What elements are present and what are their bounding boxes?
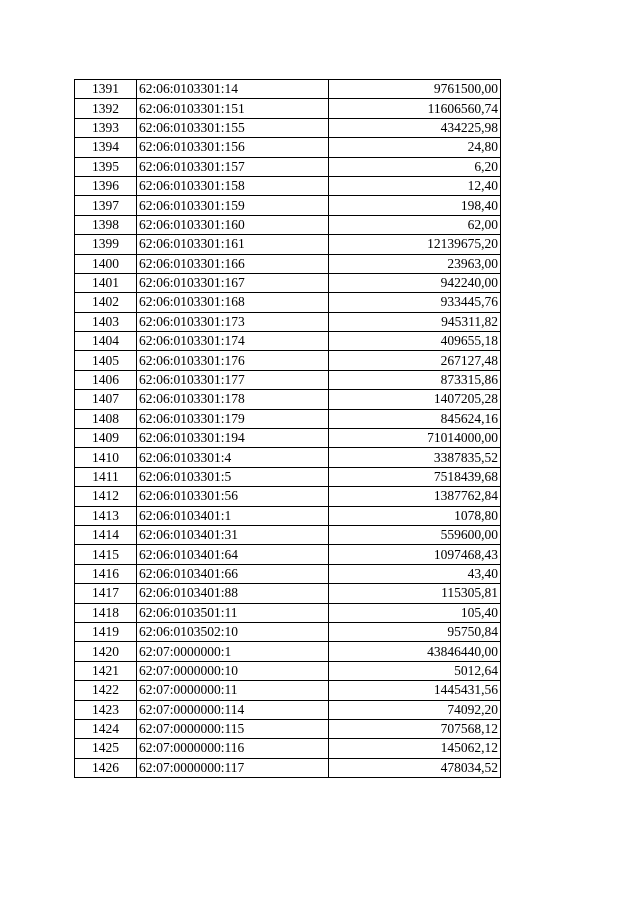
table-row <box>75 254 501 273</box>
cadastral-number-cell: 62:06:0103301:160 <box>137 215 329 234</box>
cadastral-number-cell: 62:06:0103301:166 <box>137 254 329 273</box>
table-row <box>75 739 501 758</box>
table-row <box>75 176 501 195</box>
row-number-cell: 1412 <box>75 487 137 506</box>
cadastral-value-cell: 267127,48 <box>329 351 501 370</box>
cadastral-number-cell: 62:07:0000000:1 <box>137 642 329 661</box>
table-row <box>75 681 501 700</box>
cadastral-number-cell: 62:06:0103301:157 <box>137 157 329 176</box>
row-number-cell: 1402 <box>75 293 137 312</box>
cadastral-number-cell: 62:07:0000000:10 <box>137 661 329 680</box>
cadastral-number-cell: 62:06:0103301:161 <box>137 235 329 254</box>
cadastral-value-table <box>74 79 501 778</box>
table-row <box>75 370 501 389</box>
cadastral-value-cell: 933445,76 <box>329 293 501 312</box>
table-row <box>75 564 501 583</box>
row-number-cell: 1422 <box>75 681 137 700</box>
cadastral-number-cell: 62:06:0103301:155 <box>137 118 329 137</box>
row-number-cell: 1406 <box>75 370 137 389</box>
row-number-cell: 1394 <box>75 138 137 157</box>
table-row <box>75 603 501 622</box>
table-row <box>75 719 501 738</box>
cadastral-value-cell: 105,40 <box>329 603 501 622</box>
cadastral-value-cell: 409655,18 <box>329 332 501 351</box>
table-row <box>75 157 501 176</box>
cadastral-value-cell: 559600,00 <box>329 525 501 544</box>
cadastral-number-cell: 62:06:0103502:10 <box>137 622 329 641</box>
row-number-cell: 1418 <box>75 603 137 622</box>
table-row <box>75 80 501 99</box>
cadastral-number-cell: 62:06:0103301:5 <box>137 467 329 486</box>
row-number-cell: 1411 <box>75 467 137 486</box>
cadastral-number-cell: 62:06:0103401:88 <box>137 584 329 603</box>
cadastral-value-cell: 12139675,20 <box>329 235 501 254</box>
cadastral-number-cell: 62:06:0103401:66 <box>137 564 329 583</box>
cadastral-number-cell: 62:06:0103301:176 <box>137 351 329 370</box>
cadastral-value-cell: 115305,81 <box>329 584 501 603</box>
row-number-cell: 1392 <box>75 99 137 118</box>
cadastral-number-cell: 62:07:0000000:114 <box>137 700 329 719</box>
cadastral-value-cell: 5012,64 <box>329 661 501 680</box>
table-row <box>75 525 501 544</box>
table-row <box>75 99 501 118</box>
table-row <box>75 758 501 777</box>
row-number-cell: 1424 <box>75 719 137 738</box>
row-number-cell: 1400 <box>75 254 137 273</box>
cadastral-number-cell: 62:07:0000000:115 <box>137 719 329 738</box>
table-row <box>75 138 501 157</box>
row-number-cell: 1409 <box>75 429 137 448</box>
cadastral-value-cell: 43,40 <box>329 564 501 583</box>
cadastral-number-cell: 62:06:0103301:174 <box>137 332 329 351</box>
table-row <box>75 196 501 215</box>
table-row <box>75 351 501 370</box>
row-number-cell: 1410 <box>75 448 137 467</box>
row-number-cell: 1396 <box>75 176 137 195</box>
cadastral-value-cell: 3387835,52 <box>329 448 501 467</box>
row-number-cell: 1414 <box>75 525 137 544</box>
table-row <box>75 429 501 448</box>
row-number-cell: 1426 <box>75 758 137 777</box>
cadastral-number-cell: 62:07:0000000:11 <box>137 681 329 700</box>
row-number-cell: 1416 <box>75 564 137 583</box>
cadastral-number-cell: 62:06:0103301:159 <box>137 196 329 215</box>
table-row <box>75 273 501 292</box>
cadastral-value-cell: 1407205,28 <box>329 390 501 409</box>
row-number-cell: 1397 <box>75 196 137 215</box>
cadastral-value-cell: 9761500,00 <box>329 80 501 99</box>
table-row <box>75 584 501 603</box>
cadastral-value-cell: 1387762,84 <box>329 487 501 506</box>
cadastral-number-cell: 62:06:0103401:64 <box>137 545 329 564</box>
table-row <box>75 467 501 486</box>
table-row <box>75 312 501 331</box>
cadastral-value-cell: 24,80 <box>329 138 501 157</box>
cadastral-value-cell: 12,40 <box>329 176 501 195</box>
row-number-cell: 1405 <box>75 351 137 370</box>
cadastral-value-cell: 23963,00 <box>329 254 501 273</box>
cadastral-value-cell: 1445431,56 <box>329 681 501 700</box>
table-row <box>75 487 501 506</box>
table-row <box>75 215 501 234</box>
row-number-cell: 1393 <box>75 118 137 137</box>
cadastral-number-cell: 62:07:0000000:117 <box>137 758 329 777</box>
row-number-cell: 1413 <box>75 506 137 525</box>
cadastral-value-cell: 873315,86 <box>329 370 501 389</box>
row-number-cell: 1423 <box>75 700 137 719</box>
cadastral-number-cell: 62:06:0103301:173 <box>137 312 329 331</box>
row-number-cell: 1415 <box>75 545 137 564</box>
row-number-cell: 1407 <box>75 390 137 409</box>
cadastral-number-cell: 62:06:0103301:4 <box>137 448 329 467</box>
table-row <box>75 448 501 467</box>
cadastral-value-cell: 942240,00 <box>329 273 501 292</box>
cadastral-number-cell: 62:06:0103301:179 <box>137 409 329 428</box>
cadastral-number-cell: 62:06:0103401:1 <box>137 506 329 525</box>
cadastral-value-cell: 7518439,68 <box>329 467 501 486</box>
cadastral-number-cell: 62:06:0103301:14 <box>137 80 329 99</box>
row-number-cell: 1419 <box>75 622 137 641</box>
row-number-cell: 1399 <box>75 235 137 254</box>
row-number-cell: 1391 <box>75 80 137 99</box>
row-number-cell: 1421 <box>75 661 137 680</box>
cadastral-value-cell: 74092,20 <box>329 700 501 719</box>
row-number-cell: 1398 <box>75 215 137 234</box>
table-row <box>75 118 501 137</box>
cadastral-value-cell: 11606560,74 <box>329 99 501 118</box>
table-row <box>75 642 501 661</box>
cadastral-number-cell: 62:06:0103301:194 <box>137 429 329 448</box>
table-row <box>75 661 501 680</box>
cadastral-number-cell: 62:06:0103301:56 <box>137 487 329 506</box>
table-row <box>75 332 501 351</box>
cadastral-number-cell: 62:06:0103301:177 <box>137 370 329 389</box>
row-number-cell: 1408 <box>75 409 137 428</box>
cadastral-number-cell: 62:06:0103301:178 <box>137 390 329 409</box>
cadastral-value-cell: 62,00 <box>329 215 501 234</box>
row-number-cell: 1417 <box>75 584 137 603</box>
table-row <box>75 409 501 428</box>
cadastral-value-cell: 95750,84 <box>329 622 501 641</box>
row-number-cell: 1403 <box>75 312 137 331</box>
cadastral-value-cell: 43846440,00 <box>329 642 501 661</box>
table-row <box>75 390 501 409</box>
table-row <box>75 506 501 525</box>
cadastral-number-cell: 62:06:0103401:31 <box>137 525 329 544</box>
row-number-cell: 1404 <box>75 332 137 351</box>
cadastral-value-cell: 1097468,43 <box>329 545 501 564</box>
cadastral-value-cell: 707568,12 <box>329 719 501 738</box>
cadastral-value-cell: 1078,80 <box>329 506 501 525</box>
cadastral-number-cell: 62:06:0103301:167 <box>137 273 329 292</box>
cadastral-value-cell: 6,20 <box>329 157 501 176</box>
cadastral-number-cell: 62:07:0000000:116 <box>137 739 329 758</box>
cadastral-number-cell: 62:06:0103301:168 <box>137 293 329 312</box>
table-row <box>75 235 501 254</box>
row-number-cell: 1401 <box>75 273 137 292</box>
cadastral-value-cell: 198,40 <box>329 196 501 215</box>
cadastral-value-cell: 145062,12 <box>329 739 501 758</box>
cadastral-number-cell: 62:06:0103501:11 <box>137 603 329 622</box>
cadastral-value-cell: 845624,16 <box>329 409 501 428</box>
cadastral-value-table-page <box>74 79 500 778</box>
row-number-cell: 1420 <box>75 642 137 661</box>
cadastral-value-cell: 71014000,00 <box>329 429 501 448</box>
table-row <box>75 622 501 641</box>
cadastral-number-cell: 62:06:0103301:156 <box>137 138 329 157</box>
cadastral-number-cell: 62:06:0103301:151 <box>137 99 329 118</box>
table-row <box>75 545 501 564</box>
row-number-cell: 1425 <box>75 739 137 758</box>
table-row <box>75 700 501 719</box>
cadastral-value-cell: 434225,98 <box>329 118 501 137</box>
table-body <box>75 80 501 778</box>
row-number-cell: 1395 <box>75 157 137 176</box>
table-row <box>75 293 501 312</box>
cadastral-value-cell: 478034,52 <box>329 758 501 777</box>
cadastral-number-cell: 62:06:0103301:158 <box>137 176 329 195</box>
cadastral-value-cell: 945311,82 <box>329 312 501 331</box>
